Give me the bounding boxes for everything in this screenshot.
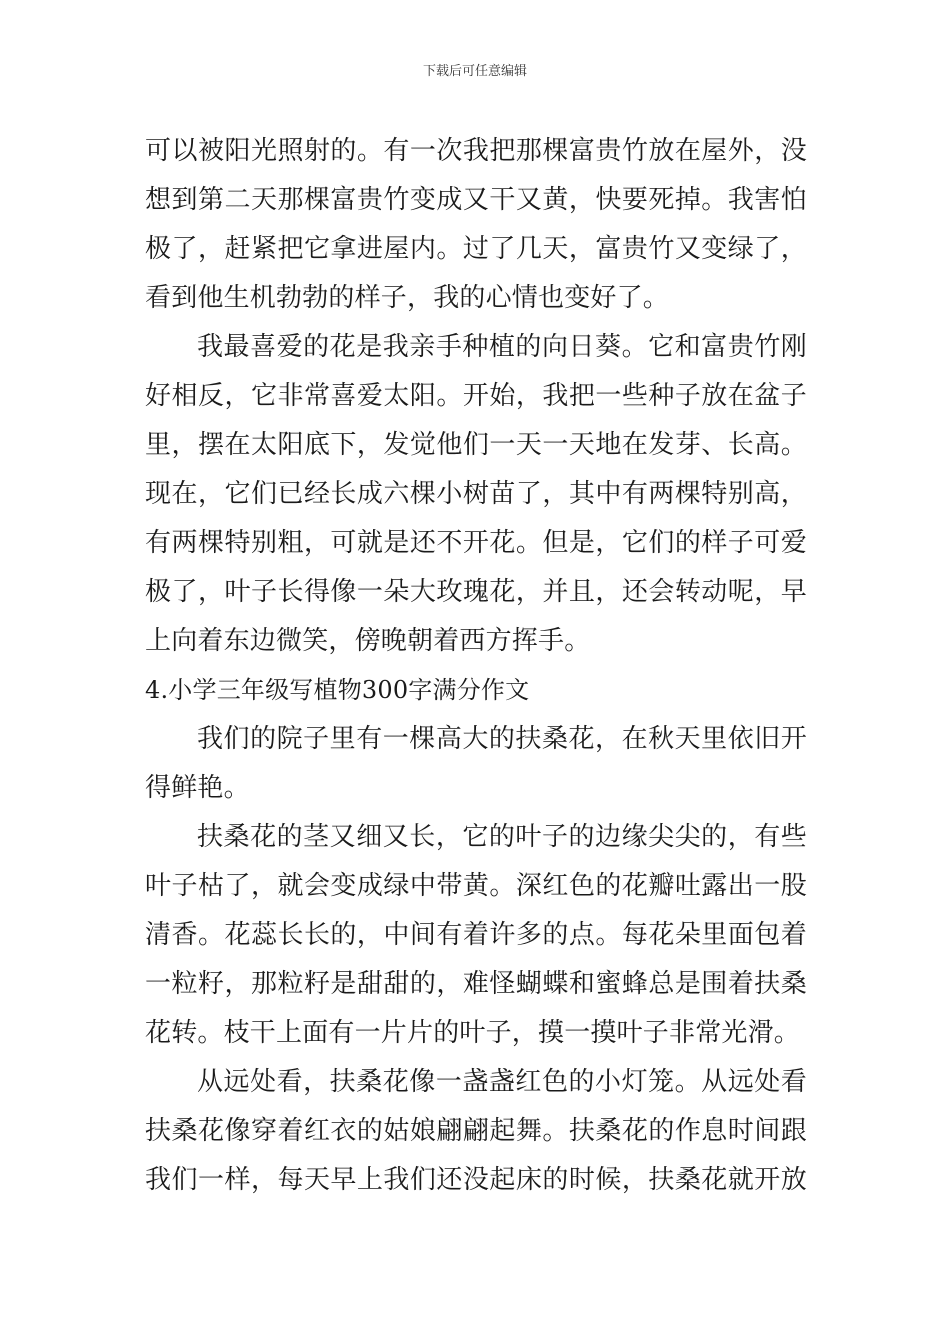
text-line: 有两棵特别粗，可就是还不开花。但是，它们的样子可爱 <box>145 528 807 558</box>
document-body <box>145 127 807 1205</box>
text-line: 扶桑花像穿着红衣的姑娘翩翩起舞。扶桑花的作息时间跟 <box>145 1116 807 1146</box>
text-line: 极了，赶紧把它拿进屋内。过了几天，富贵竹又变绿了， <box>145 234 807 264</box>
text-line: 一粒籽，那粒籽是甜甜的，难怪蝴蝶和蜜蜂总是围着扶桑 <box>145 969 807 999</box>
text-line: 可以被阳光照射的。有一次我把那棵富贵竹放在屋外，没 <box>145 136 807 166</box>
section-heading: 4.小学三年级写植物300字满分作文 <box>145 676 530 704</box>
text-line: 叶子枯了，就会变成绿中带黄。深红色的花瓣吐露出一股 <box>145 871 807 901</box>
text-line: 极了，叶子长得像一朵大玫瑰花，并且，还会转动呢，早 <box>145 577 807 607</box>
text-line: 看到他生机勃勃的样子，我的心情也变好了。 <box>145 283 670 313</box>
text-line: 现在，它们已经长成六棵小树苗了，其中有两棵特别高， <box>145 479 807 509</box>
text-line: 从远处看，扶桑花像一盏盏红色的小灯笼。从远处看 <box>197 1067 807 1097</box>
text-line: 上向着东边微笑，傍晚朝着西方挥手。 <box>145 626 591 656</box>
text-line: 里，摆在太阳底下，发觉他们一天一天地在发芽、长高。 <box>145 430 807 460</box>
text-line: 我们的院子里有一棵高大的扶桑花，在秋天里依旧开 <box>197 724 807 754</box>
text-line: 好相反，它非常喜爱太阳。开始，我把一些种子放在盆子 <box>145 381 807 411</box>
text-line: 我最喜爱的花是我亲手种植的向日葵。它和富贵竹刚 <box>197 332 807 362</box>
text-line: 我们一样，每天早上我们还没起床的时候，扶桑花就开放 <box>145 1165 807 1195</box>
text-line: 花转。枝干上面有一片片的叶子，摸一摸叶子非常光滑。 <box>145 1018 801 1048</box>
text-line: 得鲜艳。 <box>145 773 250 803</box>
text-line: 想到第二天那棵富贵竹变成又干又黄，快要死掉。我害怕 <box>145 185 807 215</box>
text-line: 扶桑花的茎又细又长，它的叶子的边缘尖尖的，有些 <box>197 822 807 852</box>
text-line: 清香。花蕊长长的，中间有着许多的点。每花朵里面包着 <box>145 920 807 950</box>
page-header: 下载后可任意编辑 <box>422 64 527 79</box>
